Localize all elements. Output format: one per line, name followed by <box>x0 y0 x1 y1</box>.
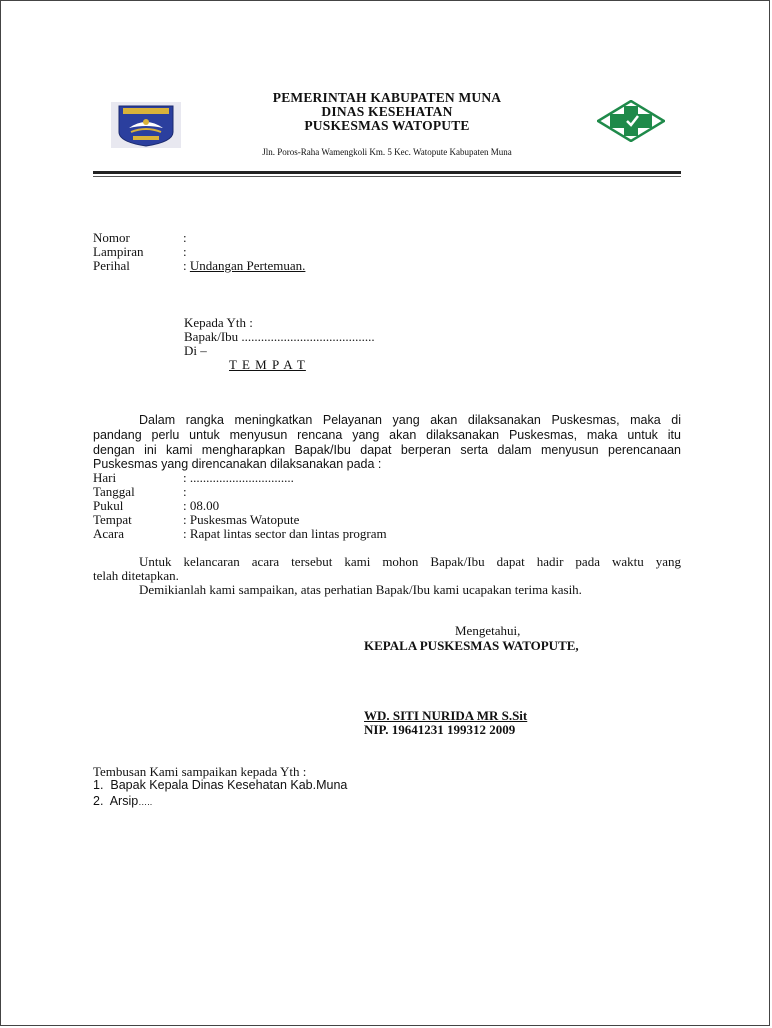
nomor-label: Nomor <box>93 230 130 245</box>
letterhead-government: PEMERINTAH KABUPATEN MUNA <box>272 90 502 105</box>
cc-item-1-text: Bapak Kepala Dinas Kesehatan Kab.Muna <box>110 778 348 792</box>
signature-nip: NIP. 19641231 199312 2009 <box>364 722 516 737</box>
letterhead-address: Jln. Poros-Raha Wamengkoli Km. 5 Kec. Watopute Kabupaten Muna <box>262 147 512 157</box>
paragraph-1-line-3: dengan ini kami mengharapkan Bapak/Ibu dapat berperan serta dalam menyusun perencanaan <box>93 443 681 457</box>
schedule-value-pukul: : 08.00 <box>183 498 220 513</box>
recipient-place: T E M P A T <box>229 357 306 372</box>
cc-heading: Tembusan Kami sampaikan kepada Yth : <box>93 764 307 779</box>
perihal-colon: : <box>183 258 190 273</box>
schedule-value-acara: : Rapat lintas sector dan lintas program <box>183 526 387 541</box>
signature-title: KEPALA PUSKESMAS WATOPUTE, <box>364 638 579 653</box>
schedule-value-tanggal: : <box>183 484 187 499</box>
perihal-label: Perihal <box>93 258 130 273</box>
lampiran-label: Lampiran <box>93 244 144 259</box>
signature-known: Mengetahui, <box>455 623 521 638</box>
cc-item-1 <box>93 778 347 792</box>
paragraph-1-line-2: pandang perlu untuk menyusun rencana yang akan dilaksanakan Puskesmas, maka untuk itu <box>93 428 681 442</box>
schedule-label-pukul: Pukul <box>93 498 124 513</box>
cc-item-2-suffix: ….. <box>138 797 153 807</box>
cc-item-2 <box>93 794 152 808</box>
lampiran-value: : <box>183 244 187 259</box>
perihal-value: Undangan Pertemuan. <box>189 258 306 273</box>
paragraph-2-line-2: telah ditetapkan. <box>93 568 179 583</box>
recipient-di: Di – <box>184 343 207 358</box>
letterhead-puskesmas: PUSKESMAS WATOPUTE <box>304 118 470 133</box>
signature-name: WD. SITI NURIDA MR S.Sit <box>364 708 528 723</box>
paragraph-1-line-1: Dalam rangka meningkatkan Pelayanan yang akan dilaksanakan Puskesmas, maka di <box>139 413 681 427</box>
paragraph-3: Demikianlah kami sampaikan, atas perhatian Bapak/Ibu kami ucapakan terima kasih. <box>139 582 582 597</box>
letterhead-divider-thin <box>93 176 681 177</box>
schedule-label-tanggal: Tanggal <box>93 484 135 499</box>
cc-item-2-number: 2. <box>93 794 104 808</box>
puskesmas-cross-icon <box>597 100 665 142</box>
schedule-label-hari: Hari <box>93 470 117 485</box>
recipient-greeting: Kepada Yth : <box>184 315 253 330</box>
paragraph-2-line-1: Untuk kelancaran acara tersebut kami mohon Bapak/Ibu dapat hadir pada waktu yang <box>139 554 681 569</box>
letterhead-divider <box>93 171 681 174</box>
schedule-value-tempat: : Puskesmas Watopute <box>183 512 300 527</box>
schedule-value-hari: : ................................ <box>183 470 294 485</box>
perihal-line <box>183 258 305 274</box>
cc-item-2-text: Arsip <box>109 794 139 808</box>
paragraph-1-line-4: Puskesmas yang direncanakan dilaksanakan pada : <box>93 457 382 471</box>
schedule-label-acara: Acara <box>93 526 125 541</box>
cc-item-1-number: 1. <box>93 778 104 792</box>
schedule-label-tempat: Tempat <box>93 512 132 527</box>
letterhead-department: DINAS KESEHATAN <box>321 104 453 119</box>
nomor-value: : <box>183 230 187 245</box>
recipient-name: Bapak/Ibu ......................................... <box>184 329 375 344</box>
